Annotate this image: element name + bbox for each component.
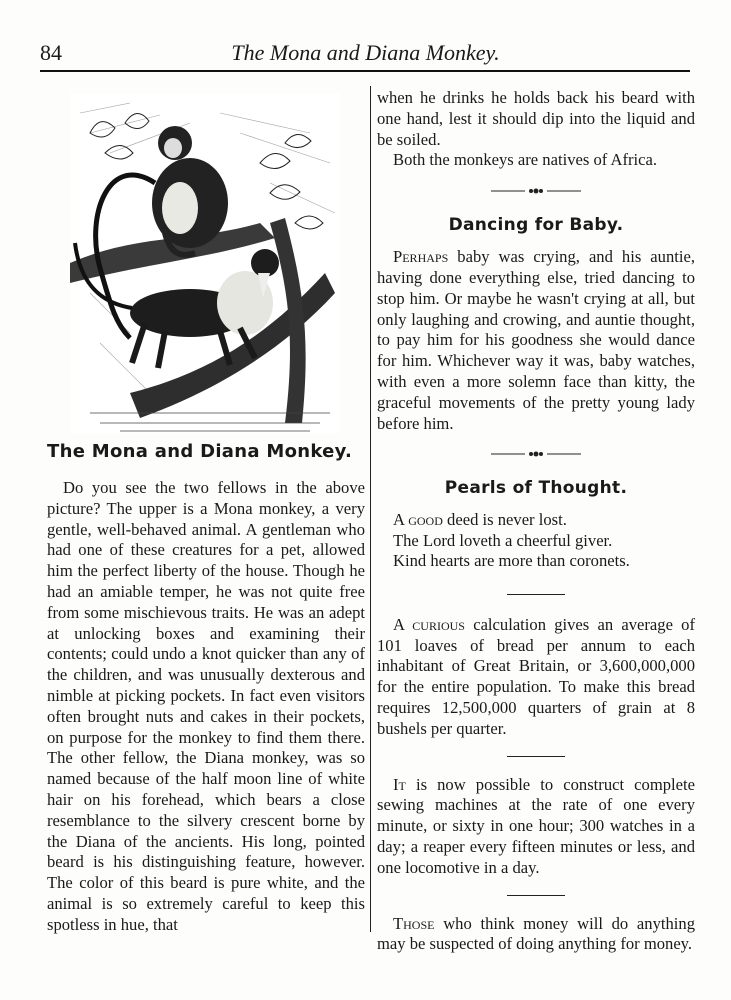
pearl-lead-word: A good [393,510,443,530]
column-divider [370,86,371,932]
bread-lead-word: A curious [393,614,465,634]
header-rule [40,70,690,72]
monkey-article-closing: Both the monkeys are natives of Africa. [393,150,658,170]
monkey-article-title: The Mona and Diana Monkey. [47,441,353,462]
machines-article-body [377,775,695,879]
dancing-article-body [377,247,695,434]
money-lead-word: Those [393,913,435,933]
section-rule [507,756,565,757]
pearl-text: The Lord loveth a cheerful giver. [393,530,613,550]
section-rule [507,895,565,896]
running-title: The Mona and Diana Monkey. [231,40,500,65]
left-column [47,441,365,936]
money-article-body [377,914,695,956]
pearl-line [393,510,695,531]
pearl-text: Kind hearts are more than coronets. [393,551,630,571]
pearl-line [393,551,695,572]
dancing-article-title: Dancing for Baby. [448,215,624,236]
machines-text: is now possible to construct complete sewing machines at the rate of one every minute, or sixty in one hour; 300 watches in a day; a reaper every fifteen minutes or less, and one locomotive in a day. [377,774,695,877]
money-text: who think money will do anything may be suspected of doing anything for money. [377,913,695,954]
monkey-article-body: Do you see the two fellows in the above picture? The upper is a Mona monkey, a very gentle, well-behaved animal. A gentleman who had one of these creatures for a pet, allowed him the perfect liberty of the house. Though he had an amiable temper, he was not quite free from some mischievous traits. He was an adept at unlocking boxes and examining their contents; could undo a knot quicker than any of the children, and was unusually dexterous and nimble at picking pockets. In fact even visitors often brought nuts and cakes in their pockets, on purpose for the monkey to find them there. The other fellow, the Diana monkey, was so named because of the half moon line of white hair on his forehead, which bears a close resemblance to the silvery crescent borne by the Diana of the ancients. His long, pointed beard is his distinguishing feature, however. The color of this beard is pure white, and the animal is so extremely careful to keep this spotless in hue, that [47,478,365,934]
pearls-article-title: Pearls of Thought. [444,478,628,499]
bread-text: calculation gives an average of 101 loaves of bread per annum to each inhabitant of Great Britain, or 3,600,000,000 for the entire population. To make this bread requires 12,500,000 quarters of grain at 8 bushels per quarter. [377,614,695,738]
ornament-divider [377,183,695,199]
machines-lead-word: It [393,774,406,794]
dancing-lead-word: Perhaps [393,247,449,267]
monkeys-engraving-icon [70,93,340,433]
section-rule [507,594,565,595]
ornament-divider [377,446,695,462]
monkey-article-continuation: when he drinks he holds back his beard with one hand, lest it should dip into the liquid and be soiled. [377,88,695,149]
right-column [377,88,695,955]
bread-article-body [377,615,695,740]
pearl-line [393,531,695,552]
dancing-text: baby was crying, and his auntie, having done everything else, tried dancing to stop him. Or maybe he wasn't crying at all, but only laughing and crowing, and auntie thought, to pay him for his goodness she would dance for him. Whichever way it was, baby watches, with even a more solemn face than kitty, the graceful movements of the pretty young lady before him. [377,247,695,433]
pearl-text: deed is never lost. [447,510,567,530]
page-number: 84 [40,40,62,65]
